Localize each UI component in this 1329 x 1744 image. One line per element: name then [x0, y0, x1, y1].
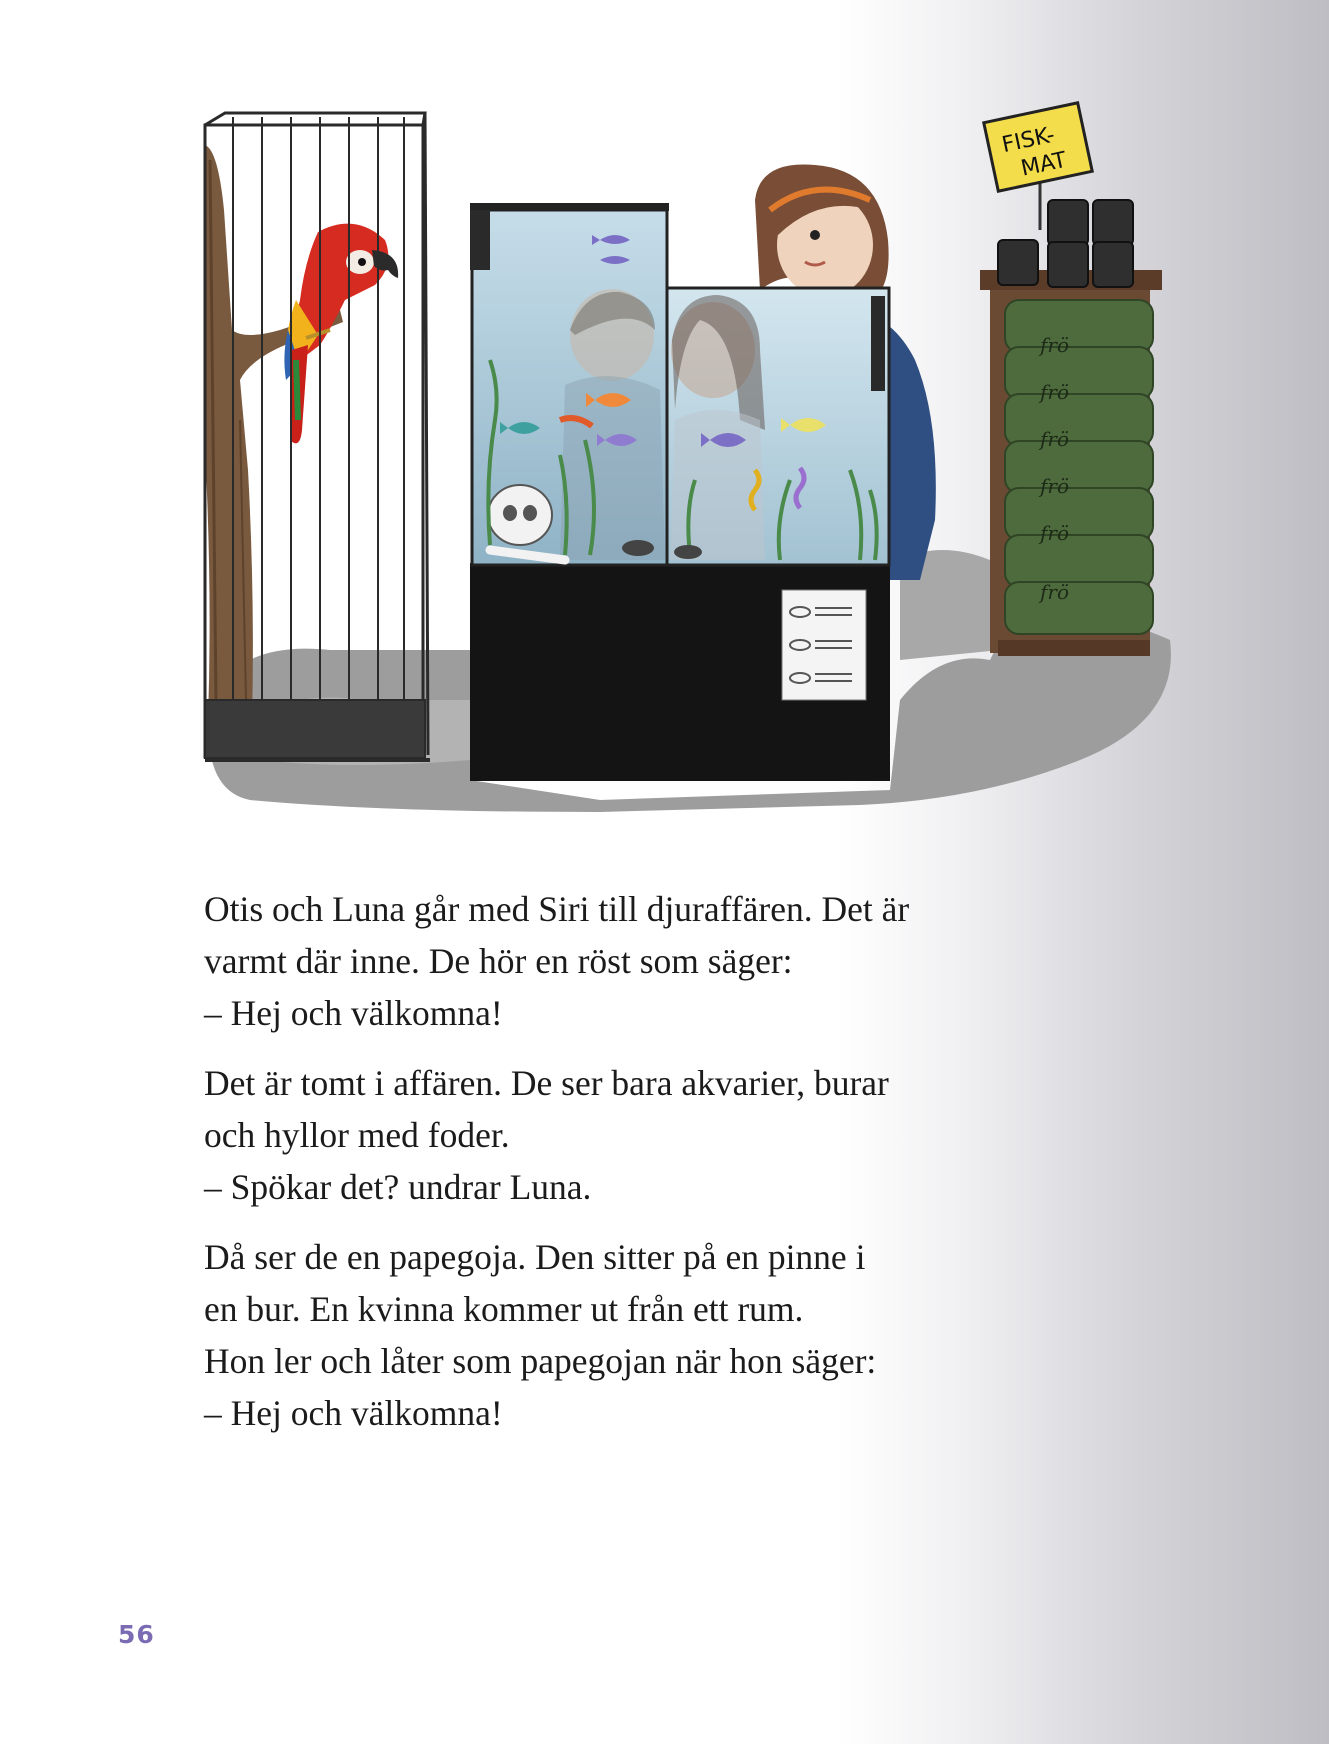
- bag-label: frö: [1040, 427, 1070, 451]
- text-line: – Spökar det? undrar Luna.: [204, 1167, 592, 1207]
- paragraph-2: [204, 1057, 1084, 1213]
- bag-label: frö: [1040, 333, 1070, 357]
- story-text: [204, 883, 1084, 1457]
- pet-shop-illustration: [195, 95, 1185, 830]
- paragraph-3: [204, 1231, 1084, 1439]
- text-line: varmt där inne. De hör en röst som säger:: [204, 941, 793, 981]
- text-line: – Hej och välkomna!: [204, 993, 503, 1033]
- seed-bags: [1005, 300, 1153, 634]
- text-line: Då ser de en papegoja. Den sitter på en pinne i: [204, 1237, 866, 1277]
- text-line: Det är tomt i affären. De ser bara akvarier, burar: [204, 1063, 889, 1103]
- bag-label: frö: [1040, 380, 1070, 404]
- sign-text-line-1: FISK-: [999, 122, 1058, 159]
- page-number: 56: [118, 1620, 155, 1649]
- text-line: – Hej och välkomna!: [204, 1393, 503, 1433]
- aquarium-stand: [470, 563, 890, 781]
- bag-label: frö: [1040, 474, 1070, 498]
- bag-label: frö: [1040, 580, 1070, 604]
- paragraph-1: [204, 883, 1084, 1039]
- bag-label: frö: [1040, 521, 1070, 545]
- sign-text-line-2: MAT: [1018, 147, 1069, 182]
- text-line: en bur. En kvinna kommer ut från ett rum.: [204, 1289, 804, 1329]
- food-shelf: [980, 200, 1162, 656]
- text-line: Hon ler och låter som papegojan när hon säger:: [204, 1341, 877, 1381]
- text-line: och hyllor med foder.: [204, 1115, 510, 1155]
- parrot: [284, 224, 398, 444]
- text-line: Otis och Luna går med Siri till djuraffären. Det är: [204, 889, 910, 929]
